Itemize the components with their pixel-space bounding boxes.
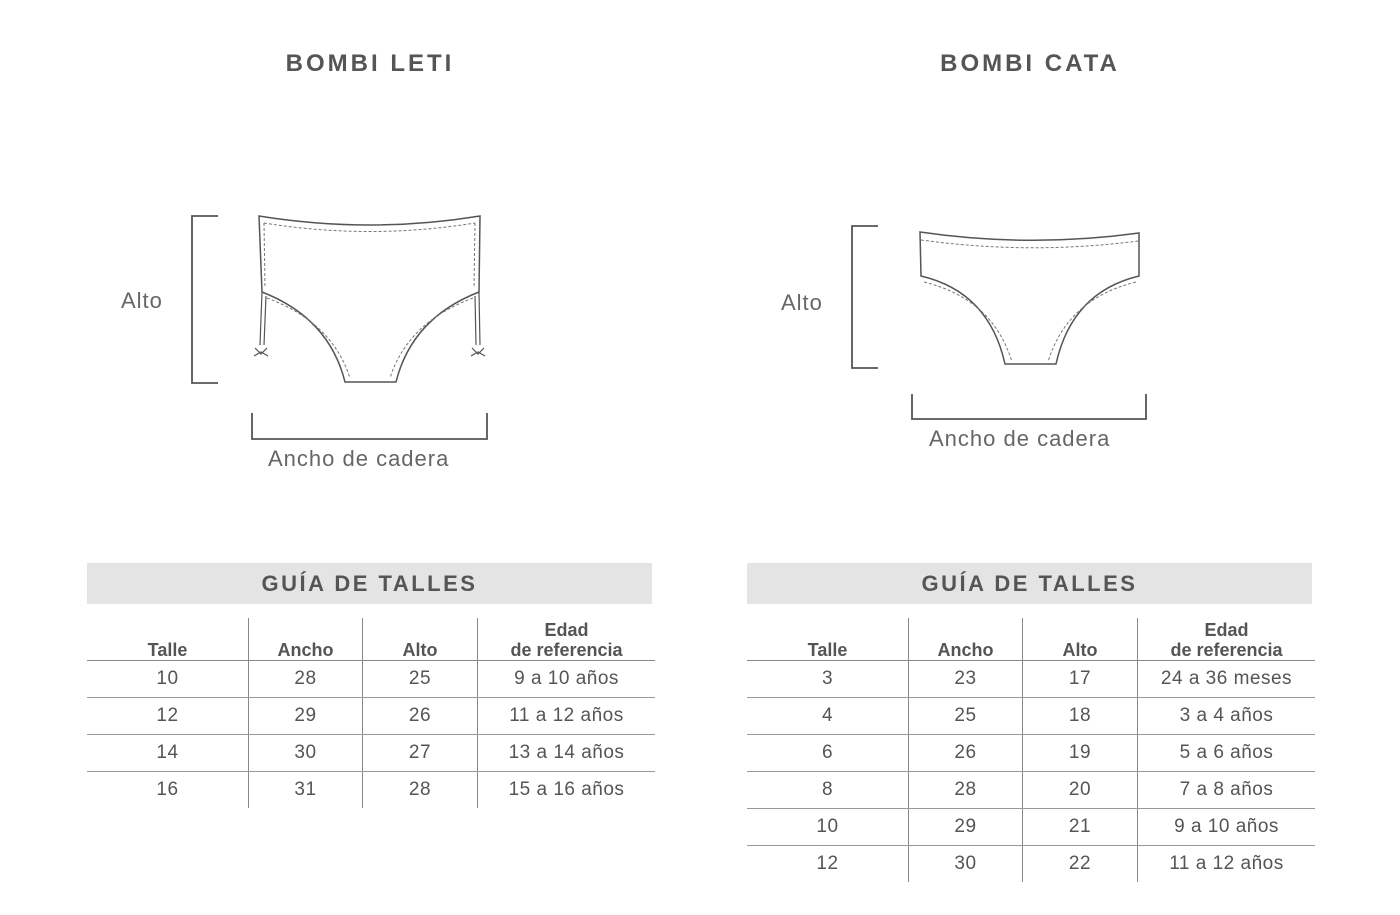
width-bracket [252, 413, 487, 439]
table-row: 8 28 20 7 a 8 años [747, 772, 1315, 809]
panty-outline [920, 232, 1139, 364]
size-table [87, 618, 655, 808]
panty-outline [259, 216, 480, 382]
width-label: Ancho de cadera [929, 426, 1111, 451]
table-row: 16 31 28 15 a 16 años [87, 772, 655, 809]
col-alto: Alto [1023, 618, 1138, 661]
width-bracket [912, 394, 1146, 419]
col-ancho: Ancho [249, 618, 363, 661]
size-guide-title: GUÍA DE TALLES [87, 563, 652, 604]
product-bombi-leti [40, 0, 700, 915]
col-alto: Alto [363, 618, 478, 661]
height-bracket [192, 216, 218, 383]
table-row: 14 30 27 13 a 14 años [87, 735, 655, 772]
size-guide [87, 563, 652, 808]
table-row: 10 29 21 9 a 10 años [747, 809, 1315, 846]
table-row: 6 26 19 5 a 6 años [747, 735, 1315, 772]
col-talle: Talle [747, 618, 909, 661]
col-ancho: Ancho [909, 618, 1023, 661]
table-row: 4 25 18 3 a 4 años [747, 698, 1315, 735]
table-header-row [87, 618, 655, 661]
height-bracket [852, 226, 878, 368]
table-row: 12 30 22 11 a 12 años [747, 846, 1315, 883]
table-header-row [747, 618, 1315, 661]
size-guide-title: GUÍA DE TALLES [747, 563, 1312, 604]
height-label: Alto [781, 290, 823, 315]
product-bombi-cata [700, 0, 1360, 915]
col-talle: Talle [87, 618, 249, 661]
product-title: BOMBI LETI [285, 50, 455, 77]
panty-diagram-cata [700, 0, 1360, 540]
col-edad: Edad de referencia [478, 618, 656, 661]
table-row: 10 28 25 9 a 10 años [87, 661, 655, 698]
table-row: 3 23 17 24 a 36 meses [747, 661, 1315, 698]
bow-icon [254, 348, 268, 356]
col-edad: Edad de referencia [1138, 618, 1316, 661]
width-label: Ancho de cadera [268, 446, 450, 471]
height-label: Alto [121, 288, 163, 313]
size-guide [747, 563, 1312, 882]
product-title: BOMBI CATA [940, 50, 1120, 77]
size-table [747, 618, 1315, 882]
table-row: 12 29 26 11 a 12 años [87, 698, 655, 735]
bow-icon [471, 348, 485, 356]
